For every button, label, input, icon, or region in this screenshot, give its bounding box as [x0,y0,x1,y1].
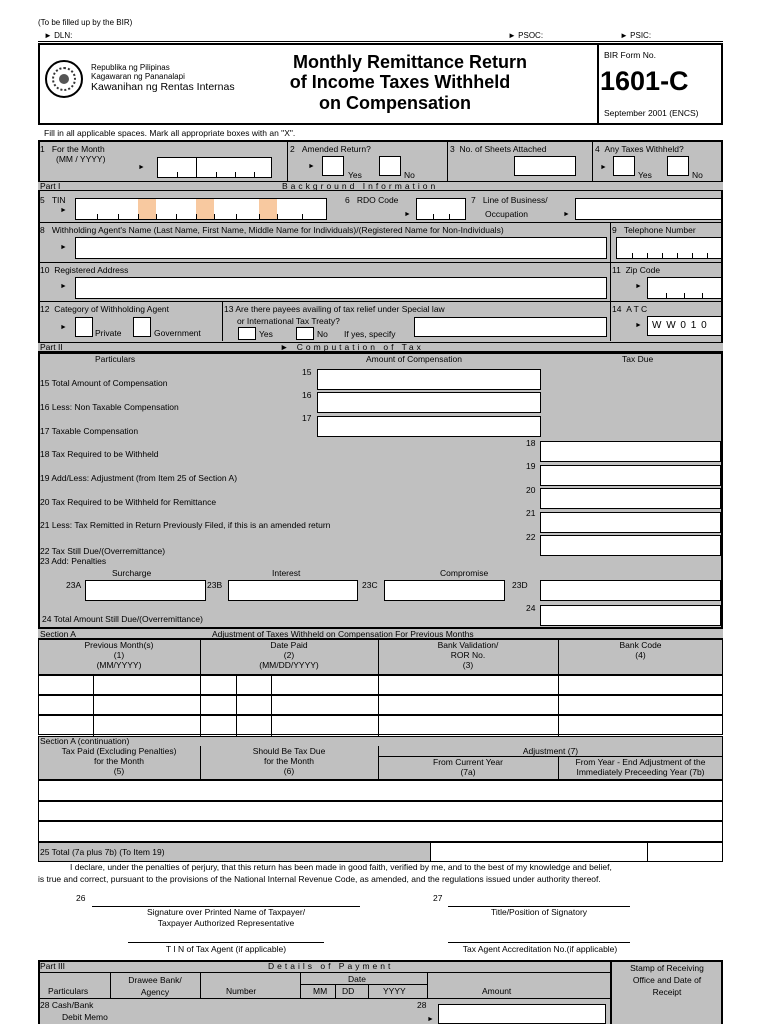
item-25-label: 25 Total (7a plus 7b) (To Item 19) [40,847,165,857]
zip-code-input[interactable] [647,277,722,299]
treaty-yes-label: Yes [259,329,273,339]
divider [558,675,559,736]
form-edition: September 2001 (ENCS) [604,108,699,118]
divider [222,301,223,341]
particulars-header: Particulars [95,354,136,364]
part-1-title: Background Information [282,181,439,191]
col-bank-validation: Bank Validation/ ROR No. (3) [437,640,499,670]
item-14-label: 14 A T C [612,304,648,314]
signature-label-2: Taxpayer Authorized Representative [157,918,295,928]
total-penalties-input[interactable] [540,580,721,601]
item-22-label: 22 Tax Still Due/(Overremittance) [40,546,166,556]
instructions: Fill in all applicable spaces. Mark all appropriate boxes with an "X". [44,128,296,138]
divider [110,972,111,998]
withheld-no-label: No [692,170,703,180]
amended-no-label: No [404,170,415,180]
tin-input[interactable] [75,198,327,220]
divider [610,301,611,341]
item-18-label: 18 Tax Required to be Withheld [40,449,159,459]
rdo-code-input[interactable] [416,198,466,220]
section-a-cont-label: Section A (continuation) [40,736,130,746]
telephone-input[interactable] [616,237,722,259]
item-1-label: 1 For the Month [40,144,105,154]
item-20-label: 20 Tax Required to be Withheld for Remittance [40,497,217,507]
withheld-no-checkbox[interactable] [667,156,689,176]
item-6-label: 6 RDO Code [345,195,399,205]
item-5-label: 5 TIN [40,195,66,205]
item-21-number: 21 [526,508,536,518]
arrow-icon: ► [635,283,642,290]
withholding-agent-name-input[interactable] [75,237,607,259]
tax-remitted-input[interactable] [540,512,721,533]
header-divider [597,43,599,125]
divider [447,142,448,181]
arrow-icon: ► [60,244,67,251]
col-current-year: From Current Year (7a) [433,757,503,777]
arrow-icon: ► [600,164,607,171]
stamp-area-label: Stamp of Receiving Office and Date of Receipt [630,963,704,997]
item-28-label-b: Debit Memo [62,1012,108,1022]
psoc-label: ► PSOC: [508,31,544,40]
item-23d-number: 23D [512,580,528,590]
private-label: Private [95,328,122,338]
total-compensation-input[interactable] [317,369,541,390]
number-col-header: Number [226,986,257,996]
table-row[interactable] [38,801,723,821]
accreditation-label: Tax Agent Accreditation No.(if applicable) [462,944,618,954]
arrow-icon: ► [60,207,67,214]
divider [610,222,611,262]
declaration-line-1: I declare, under the penalties of perjury, that this return has been made in good faith, verified by me, and to the best of my knowledge and belief, [70,862,612,872]
col-tax-paid: Tax Paid (Excluding Penalties) for the Month (5) [61,746,177,776]
government-checkbox[interactable] [133,317,151,337]
compromise-input[interactable] [384,580,505,601]
government-label: Government [154,328,201,338]
part-2-title: ► Computation of Tax [280,342,424,352]
item-15-number: 15 [302,367,312,377]
atc-code-field[interactable]: W W 0 1 0 [647,316,722,336]
item-13-label: 13 Are there payees availing of tax relief under Special law [224,304,445,314]
divider [368,984,369,998]
top-rule [38,41,723,42]
part-3-title: Details of Payment [268,961,394,971]
col-should-be-tax-due: Should Be Tax Due for the Month (6) [252,746,326,776]
mm-header: MM [313,986,328,996]
item-15-label: 15 Total Amount of Compensation [40,378,168,388]
item-8-label: 8 Withholding Agent's Name (Last Name, First Name, Middle Name for Individuals)/(Registered Name for Non-Individuals) [40,225,504,235]
divider [378,675,379,736]
agency-line-3: Kawanihan ng Rentas Internas [91,81,235,93]
item-9-label: 9 Telephone Number [612,225,696,235]
table-row[interactable] [38,821,723,842]
divider [200,675,201,736]
interest-input[interactable] [228,580,358,601]
col-previous-month: Previous Month(s) (1) (MM/YYYY) [84,640,154,670]
col-bank-code: Bank Code (4) [619,640,662,660]
col-prior-year: From Year - End Adjustment of the Immediately Preceeding Year (7b) [575,757,706,777]
taxable-compensation-input[interactable] [317,416,541,437]
month-year-input[interactable] [157,157,272,178]
treaty-yes-checkbox[interactable] [238,327,256,340]
agency-line-1: Republika ng Pilipinas [91,63,170,72]
table-row[interactable] [38,675,723,695]
dd-header: DD [342,986,355,996]
if-yes-specify-label: If yes, specify [344,329,396,339]
item-23c-number: 23C [362,580,378,590]
divider [592,142,593,181]
total-amount-due-input[interactable] [540,605,721,626]
item-11-label: 11 Zip Code [612,265,661,275]
divider [38,262,723,263]
item-16-label: 16 Less: Non Taxable Compensation [40,402,179,412]
amount-header: Amount of Compensation [366,354,462,364]
amended-yes-label: Yes [348,170,362,180]
item-3-label: 3 No. of Sheets Attached [450,144,547,154]
item-26-number: 26 [76,893,86,903]
table-row[interactable] [38,715,723,735]
registered-address-input[interactable] [75,277,607,299]
item-4-label: 4 Any Taxes Withheld? [595,144,684,154]
amended-no-checkbox[interactable] [379,156,401,176]
treaty-specify-input[interactable] [414,317,607,337]
non-taxable-compensation-input[interactable] [317,392,541,413]
treaty-no-checkbox[interactable] [296,327,314,340]
item-19-number: 19 [526,461,536,471]
divider [93,675,94,736]
bir-use-note: (To be filled up by the BIR) [38,18,133,27]
compromise-label: Compromise [440,568,489,578]
tax-due-header: Tax Due [622,354,654,364]
psic-label: ► PSIC: [620,31,652,40]
arrow-icon: ► [60,283,67,290]
part-1-label: Part I [40,181,61,191]
item-27-number: 27 [433,893,443,903]
title-position-label: Title/Position of Signatory [490,907,588,917]
divider [427,972,428,998]
tax-still-due-input[interactable] [540,535,721,556]
withheld-yes-label: Yes [638,170,652,180]
date-col-header: Date [348,974,366,984]
item-18-number: 18 [526,438,536,448]
arrow-icon: ► [138,164,145,171]
divider [300,972,301,998]
item-7-label: 7 Line of Business/ [471,195,548,205]
divider [271,675,272,736]
form-title-3: on Compensation [319,93,471,113]
particulars-col-header: Particulars [48,986,89,996]
item-24-number: 24 [526,603,536,613]
item-1-format: (MM / YYYY) [56,154,106,164]
divider [300,984,427,985]
item-17-label: 17 Taxable Compensation [40,426,139,436]
arrow-icon: ► [563,211,570,218]
arrow-icon: ► [635,322,642,329]
arrow-icon: ► [404,211,411,218]
divider [200,972,201,998]
line-of-business-input[interactable] [575,198,722,220]
item-21-label: 21 Less: Tax Remitted in Return Previously Filed, if this is an amended return [40,520,331,530]
divider [38,998,610,999]
bir-seal-icon [45,60,83,98]
arrow-icon: ► [427,1016,434,1023]
item-17-number: 17 [302,413,312,423]
item-2-label: 2 Amended Return? [290,144,371,154]
divider [335,984,336,998]
item-24-label: 24 Total Amount Still Due/(Overremittance) [42,614,203,624]
cash-amount-input[interactable] [438,1004,606,1024]
part-3-label: Part III [40,961,66,971]
col-adjustment: Adjustment (7) [522,746,579,756]
divider [38,222,723,223]
table-row[interactable] [38,780,723,801]
tax-agent-tin-label: T I N of Tax Agent (if applicable) [165,944,287,954]
withheld-yes-checkbox[interactable] [613,156,635,176]
item-28-number: 28 [417,1000,427,1010]
col-date-paid: Date Paid (2) (MM/DD/YYYY) [259,640,319,670]
interest-label: Interest [272,568,301,578]
accreditation-line[interactable] [448,942,630,943]
total-7a-input[interactable] [430,842,648,862]
item-20-number: 20 [526,485,536,495]
amended-yes-checkbox[interactable] [322,156,344,176]
signature-label-1: Signature over Printed Name of Taxpayer/ [146,907,306,917]
item-23-label: 23 Add: Penalties [40,556,107,566]
drawee-bank-header: Drawee Bank/ Agency [128,975,182,997]
divider [610,262,611,302]
item-22-number: 22 [526,532,536,542]
tax-agent-tin-line[interactable] [128,942,324,943]
sheets-attached-input[interactable] [514,156,576,176]
form-number-label: BIR Form No. [604,50,656,60]
yyyy-header: YYYY [383,986,406,996]
divider [38,301,723,302]
item-16-number: 16 [302,390,312,400]
part-2-label: Part II [40,342,63,352]
divider [236,675,237,736]
divider [38,972,610,973]
surcharge-input[interactable] [85,580,206,601]
form-number: 1601-C [600,66,689,96]
treaty-no-label: No [317,329,328,339]
adjustment-input[interactable] [540,465,721,486]
item-7-label-b: Occupation [485,209,528,219]
divider [287,142,288,181]
section-a-label: Section A [40,629,76,639]
agency-line-2: Kagawaran ng Pananalapi [91,72,185,81]
section-a-title: Adjustment of Taxes Withheld on Compensation For Previous Months [212,629,474,639]
item-10-label: 10 Registered Address [40,265,129,275]
private-checkbox[interactable] [75,317,93,337]
item-28-label: 28 Cash/Bank [40,1000,94,1010]
item-23b-number: 23B [207,580,223,590]
total-7b-input[interactable] [647,842,723,862]
item-19-label: 19 Add/Less: Adjustment (from Item 25 of Section A) [40,473,238,483]
tax-required-input[interactable] [540,441,721,462]
tax-for-remittance-input[interactable] [540,488,721,509]
form-title-1: Monthly Remittance Return [292,52,528,72]
declaration-line-2: is true and correct, pursuant to the provisions of the National Internal Revenue Code, as amended, and the regulations issued under authority thereof. [38,874,601,884]
dln-label: ► DLN: [44,31,73,40]
table-row[interactable] [38,695,723,715]
item-13-label-b: or International Tax Treaty? [237,316,340,326]
item-12-label: 12 Category of Withholding Agent [40,304,170,314]
arrow-icon: ► [308,163,315,170]
surcharge-label: Surcharge [112,568,152,578]
form-title-2: of Income Taxes Withheld [289,72,511,92]
amount-col-header: Amount [482,986,512,996]
item-23a-number: 23A [66,580,82,590]
arrow-icon: ► [60,324,67,331]
